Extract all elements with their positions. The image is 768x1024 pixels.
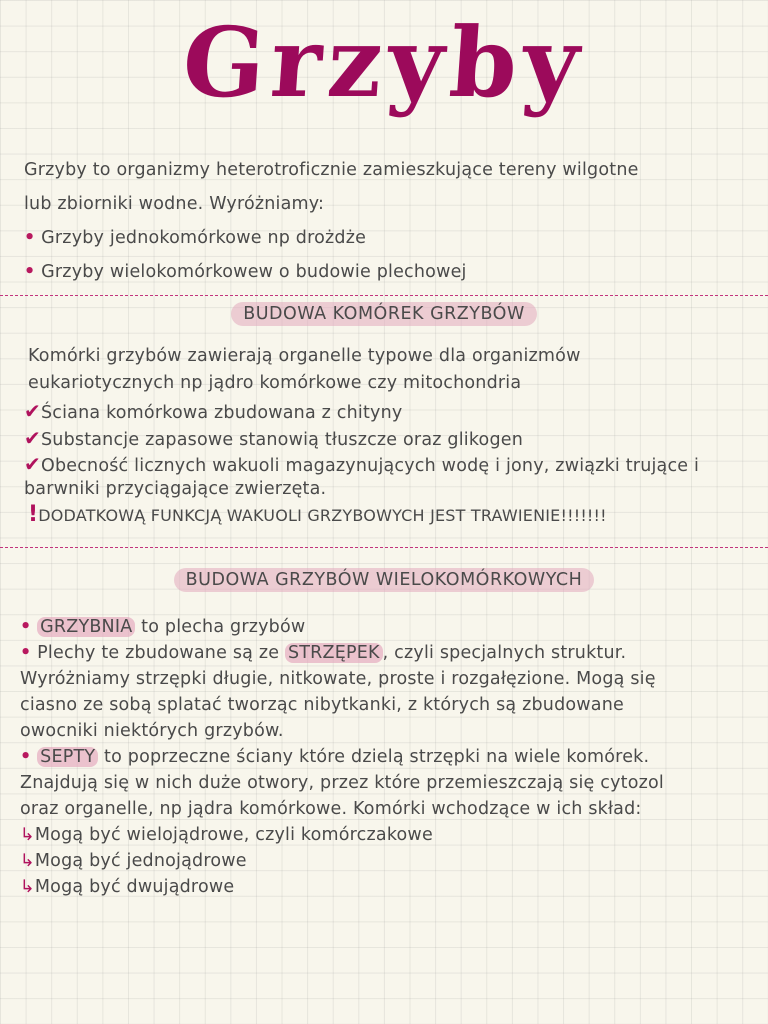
section1-heading [0, 302, 768, 326]
section1-check-2 [24, 426, 523, 450]
arrow-icon: ↳ [20, 851, 35, 871]
intro-bullet-1 [24, 228, 366, 248]
section2-heading-text: BUDOWA GRZYBÓW WIELOKOMÓRKOWYCH [174, 568, 595, 592]
section1-note [28, 502, 607, 527]
section2-para-2: ciasno ze sobą splatać tworząc nibytkanki, z których są zbudowane [20, 695, 624, 715]
note-text: DODATKOWĄ FUNKCJĄ WAKUOLI GRZYBOWYCH JEST TRAWIENIE!!!!!!! [38, 506, 607, 525]
section-divider [0, 547, 768, 548]
intro-bullet-text: Grzyby jednokomórkowe np drożdże [41, 228, 367, 248]
section1-check-3-cont: barwniki przyciągające zwierzęta. [24, 479, 327, 499]
section2-heading [0, 568, 768, 592]
section1-line-1: Komórki grzybów zawierają organelle typowe dla organizmów [28, 346, 581, 366]
check-text: Ściana komórkowa zbudowana z chityny [40, 403, 403, 423]
section2-arrow-3 [20, 877, 234, 897]
term-septy: SEPTY [37, 747, 98, 767]
section2-arrow-1 [20, 825, 433, 845]
arrow-text: Mogą być wielojądrowe, czyli komórczakowe [34, 825, 433, 845]
section2-arrow-2 [20, 851, 247, 871]
section1-check-1 [24, 399, 402, 423]
bullet-text-pre: Plechy te zbudowane są ze [37, 643, 285, 663]
intro-bullet-text: Grzyby wielokomórkowew o budowie plechowej [41, 262, 467, 282]
section2-bullet-1 [20, 617, 305, 637]
term-grzybnia: GRZYBNIA [37, 617, 135, 637]
arrow-icon: ↳ [20, 825, 35, 845]
page-title: Grzyby [179, 6, 589, 119]
check-text: Substancje zapasowe stanowią tłuszcze oraz glikogen [40, 430, 524, 450]
check-text: Obecność licznych wakuoli magazynujących wodę i jony, związki trujące i [40, 456, 700, 476]
check-icon: ✔ [24, 452, 41, 476]
term-strzepek: STRZĘPEK [285, 643, 383, 663]
bullet-icon: • [20, 747, 32, 767]
check-icon: ✔ [24, 399, 41, 423]
exclamation-icon: ! [28, 502, 39, 527]
section2-para-5: oraz organelle, np jądra komórkowe. Komórki wchodzące w ich skład: [20, 799, 642, 819]
intro-line-1: Grzyby to organizmy heterotroficznie zamieszkujące tereny wilgotne [24, 160, 639, 180]
section2-bullet-3 [20, 747, 649, 767]
section2-para-3: owocniki niektórych grzybów. [20, 721, 284, 741]
arrow-icon: ↳ [20, 877, 35, 897]
section1-check-3 [24, 452, 699, 476]
section1-line-2: eukariotycznych np jądro komórkowe czy mitochondria [28, 373, 522, 393]
intro-line-2: lub zbiorniki wodne. Wyróżniamy: [24, 194, 325, 214]
section-divider [0, 295, 768, 296]
bullet-text: to poprzeczne ściany które dzielą strzępki na wiele komórek. [98, 747, 650, 767]
section2-para-4: Znajdują się w nich duże otwory, przez które przemieszczają się cytozol [20, 773, 664, 793]
bullet-text-post: , czyli specjalnych struktur. [382, 643, 627, 663]
bullet-icon: • [24, 228, 36, 248]
section2-bullet-2 [20, 643, 626, 663]
bullet-icon: • [20, 617, 32, 637]
arrow-text: Mogą być jednojądrowe [34, 851, 247, 871]
section2-para-1: Wyróżniamy strzępki długie, nitkowate, proste i rozgałęzione. Mogą się [20, 669, 656, 689]
check-icon: ✔ [24, 426, 41, 450]
bullet-icon: • [24, 262, 36, 282]
arrow-text: Mogą być dwujądrowe [34, 877, 235, 897]
section1-heading-text: BUDOWA KOMÓREK GRZYBÓW [231, 302, 537, 326]
intro-bullet-2 [24, 262, 467, 282]
bullet-text: to plecha grzybów [135, 617, 306, 637]
bullet-icon: • [20, 643, 32, 663]
